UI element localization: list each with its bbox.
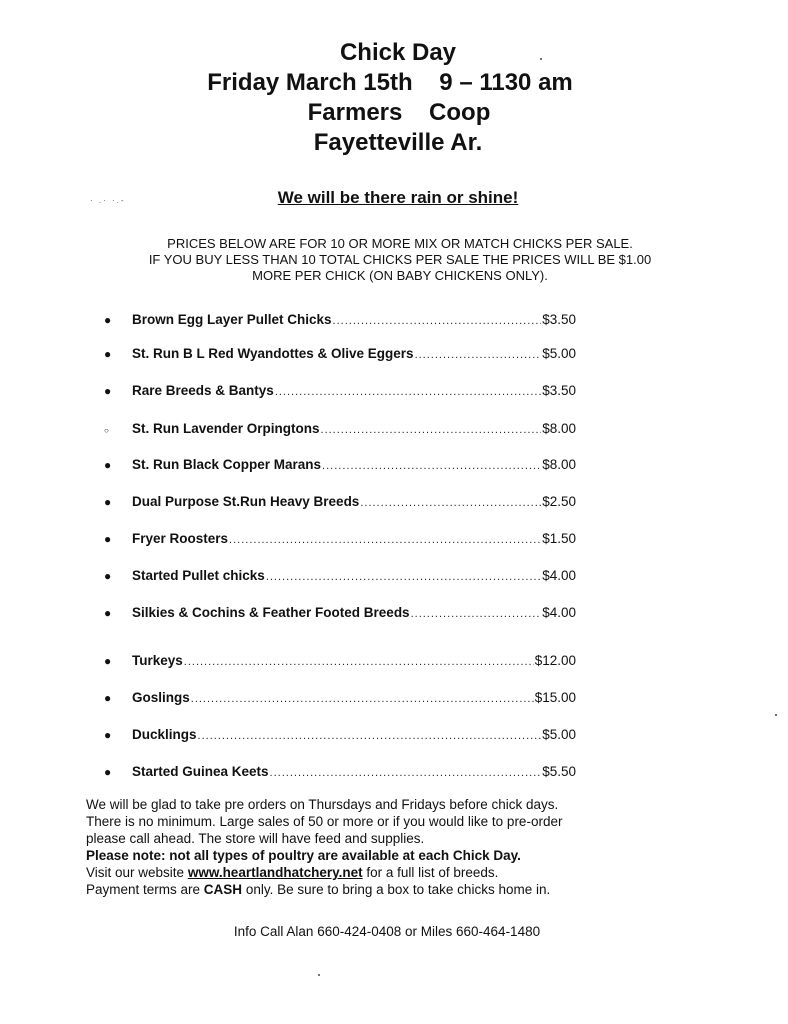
footer-line: We will be glad to take pre orders on Thursdays and Fridays before chick days. bbox=[86, 797, 559, 812]
footer-line: please call ahead. The store will have feed and supplies. bbox=[86, 831, 425, 846]
bullet: ● bbox=[104, 495, 112, 509]
payment-prefix: Payment terms are bbox=[86, 882, 204, 897]
scan-speck bbox=[318, 974, 320, 976]
leader-dots bbox=[266, 571, 541, 583]
price-item bbox=[104, 531, 576, 551]
bullet: ● bbox=[104, 765, 112, 779]
item-name: Goslings bbox=[132, 690, 190, 705]
item-name: St. Run Black Copper Marans bbox=[132, 457, 322, 472]
event-city: Fayetteville Ar. bbox=[313, 129, 483, 156]
website-suffix: for a full list of breeds. bbox=[362, 865, 499, 880]
item-price: $15.00 bbox=[534, 690, 576, 705]
item-name: Rare Breeds & Bantys bbox=[132, 383, 274, 398]
item-name: Turkeys bbox=[132, 653, 183, 668]
item-price: $8.00 bbox=[542, 457, 576, 472]
scan-speck bbox=[775, 714, 777, 716]
leader-dots bbox=[270, 767, 542, 779]
tagline-text: We will be there rain or shine! bbox=[277, 188, 519, 207]
event-date-time: Friday March 15th 9 – 1130 am bbox=[207, 69, 573, 96]
price-item bbox=[104, 494, 576, 514]
leader-dots bbox=[411, 608, 542, 620]
item-name: Ducklings bbox=[132, 727, 197, 742]
website-prefix: Visit our website bbox=[86, 865, 188, 880]
price-item bbox=[104, 312, 576, 332]
item-name: St. Run B L Red Wyandottes & Olive Eggers bbox=[132, 346, 414, 361]
item-price: $12.00 bbox=[534, 653, 576, 668]
item-price: $2.50 bbox=[542, 494, 576, 509]
price-notice bbox=[60, 236, 740, 284]
event-title: Chick Day bbox=[339, 39, 457, 66]
bullet: ● bbox=[104, 347, 112, 361]
website-link[interactable]: www.heartlandhatchery.net bbox=[187, 865, 363, 880]
notice-line: PRICES BELOW ARE FOR 10 OR MORE MIX OR MATCH CHICKS PER SALE. bbox=[167, 236, 633, 251]
item-price: $5.00 bbox=[542, 346, 576, 361]
item-name: Brown Egg Layer Pullet Chicks bbox=[132, 312, 332, 327]
item-name: Dual Purpose St.Run Heavy Breeds bbox=[132, 494, 360, 509]
event-venue: Farmers Coop bbox=[307, 99, 491, 126]
price-item bbox=[104, 457, 576, 477]
item-price: $4.00 bbox=[542, 568, 576, 583]
price-item bbox=[104, 568, 576, 588]
item-name: Started Guinea Keets bbox=[132, 764, 269, 779]
bullet: ● bbox=[104, 384, 112, 398]
leader-dots bbox=[360, 497, 541, 509]
bullet: ● bbox=[104, 606, 112, 620]
item-price: $4.00 bbox=[542, 605, 576, 620]
price-item bbox=[104, 346, 576, 366]
item-name: St. Run Lavender Orpingtons bbox=[132, 421, 320, 436]
item-name: Silkies & Cochins & Feather Footed Breeds bbox=[132, 605, 410, 620]
availability-note: Please note: not all types of poultry are available at each Chick Day. bbox=[86, 848, 521, 863]
bullet: ○ bbox=[104, 426, 109, 435]
item-name: Started Pullet chicks bbox=[132, 568, 265, 583]
leader-dots bbox=[275, 386, 541, 398]
item-name: Fryer Roosters bbox=[132, 531, 229, 546]
leader-dots bbox=[229, 534, 541, 546]
leader-dots bbox=[415, 349, 542, 361]
leader-dots bbox=[184, 656, 534, 668]
price-item bbox=[104, 727, 576, 747]
title-block bbox=[0, 38, 788, 158]
scan-speck bbox=[540, 58, 542, 60]
price-item bbox=[104, 383, 576, 403]
price-item bbox=[104, 421, 576, 441]
bullet: ● bbox=[104, 458, 112, 472]
footer-notes bbox=[86, 796, 706, 898]
payment-line bbox=[86, 881, 706, 898]
bullet: ● bbox=[104, 532, 112, 546]
contact-text: Info Call Alan 660-424-0408 or Miles 660-464-1480 bbox=[233, 924, 541, 939]
footer-line: There is no minimum. Large sales of 50 or more or if you would like to pre-order bbox=[86, 814, 563, 829]
price-item bbox=[104, 653, 576, 673]
payment-method: CASH bbox=[203, 882, 243, 897]
leader-dots bbox=[322, 460, 541, 472]
leader-dots bbox=[198, 730, 542, 742]
item-price: $8.00 bbox=[542, 421, 576, 436]
item-price: $5.00 bbox=[542, 727, 576, 742]
payment-suffix: only. Be sure to bring a box to take chicks home in. bbox=[242, 882, 551, 897]
item-price: $1.50 bbox=[542, 531, 576, 546]
leader-dots bbox=[333, 315, 542, 327]
leader-dots bbox=[191, 693, 534, 705]
bullet: ● bbox=[104, 654, 112, 668]
contact-info bbox=[0, 924, 788, 939]
leader-dots bbox=[321, 424, 542, 436]
price-item bbox=[104, 764, 576, 784]
item-price: $3.50 bbox=[542, 383, 576, 398]
bullet: ● bbox=[104, 728, 112, 742]
bullet: ● bbox=[104, 691, 112, 705]
tagline bbox=[0, 188, 788, 208]
price-item bbox=[104, 690, 576, 710]
notice-line: IF YOU BUY LESS THAN 10 TOTAL CHICKS PER SALE THE PRICES WILL BE $1.00 bbox=[148, 252, 652, 267]
item-price: $5.50 bbox=[542, 764, 576, 779]
bullet: ● bbox=[104, 313, 112, 327]
bullet: ● bbox=[104, 569, 112, 583]
website-line bbox=[86, 864, 706, 881]
item-price: $3.50 bbox=[542, 312, 576, 327]
notice-line: MORE PER CHICK (ON BABY CHICKENS ONLY). bbox=[252, 268, 548, 283]
price-item bbox=[104, 605, 576, 625]
scan-speck: · .· ·.- bbox=[90, 196, 126, 205]
